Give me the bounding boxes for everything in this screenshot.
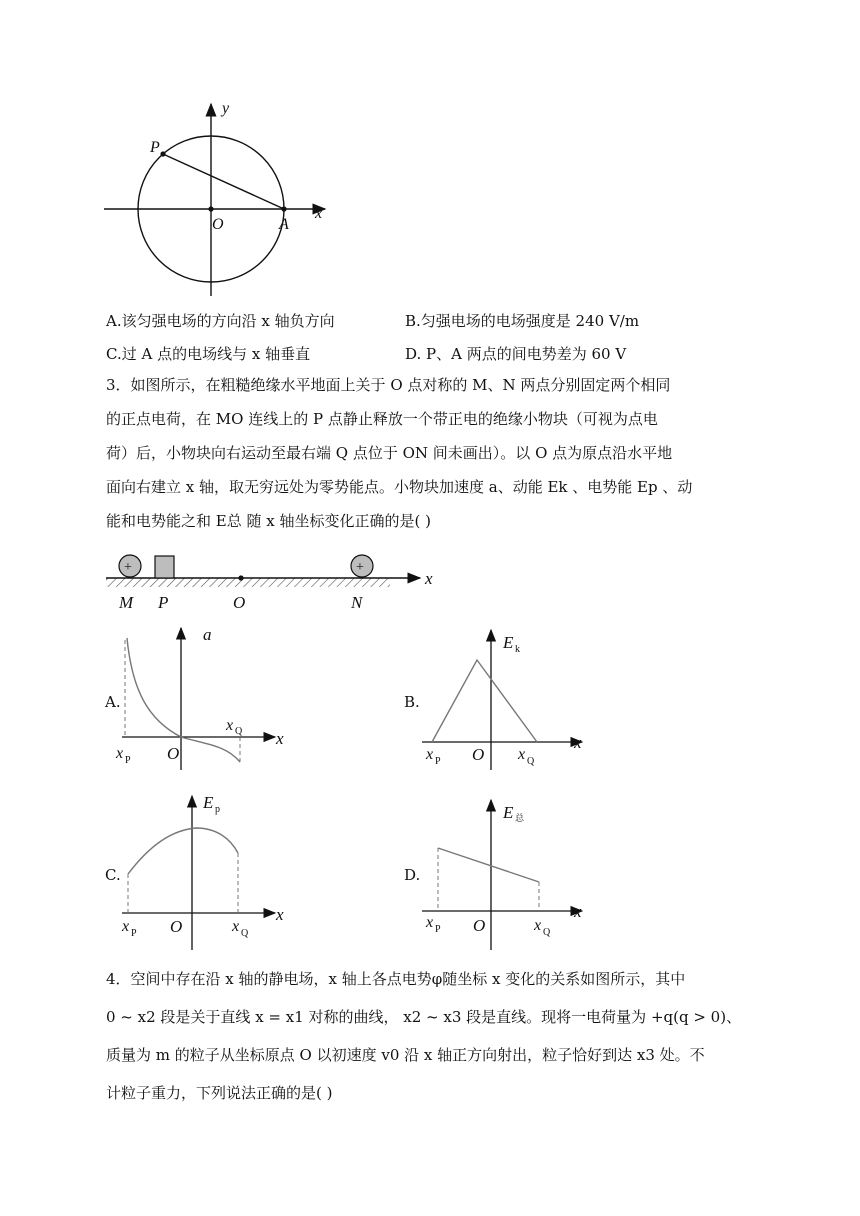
graph-a-curve bbox=[127, 638, 240, 762]
graph-a-label-xp: x bbox=[116, 745, 124, 762]
q4-line-4: 计粒子重力，下列说法正确的是( ) bbox=[106, 1084, 333, 1102]
graph-d-label-y: E bbox=[503, 803, 514, 822]
graph-d bbox=[410, 790, 610, 950]
graph-b-label-p: P bbox=[435, 756, 441, 767]
graph-d-label-xq: x bbox=[534, 917, 542, 934]
label-o: O bbox=[212, 216, 224, 233]
setup-label-p: P bbox=[158, 593, 169, 612]
graph-c-label-ysub: p bbox=[215, 804, 220, 815]
graph-b-label-xq: x bbox=[518, 746, 526, 763]
setup-label-x: x bbox=[425, 569, 433, 588]
graph-d-label-ysub: 总 bbox=[515, 813, 525, 823]
graph-letter-d: D. bbox=[404, 866, 421, 884]
graph-c-label-xq: x bbox=[232, 918, 240, 935]
graph-letter-b: B. bbox=[404, 693, 420, 711]
q4-question bbox=[106, 960, 756, 1112]
graph-a-label-q: Q bbox=[235, 726, 243, 737]
q3-line-4: 面向右建立 x 轴，取无穷远处为零势能点。小物块加速度 a、动能 Ek 、电势能 Ep 、动 bbox=[106, 478, 693, 496]
label-x: x bbox=[315, 205, 323, 222]
graph-b-label-xp: x bbox=[426, 746, 434, 763]
q3-line-5: 能和电势能之和 E总 随 x 轴坐标变化正确的是( ) bbox=[106, 512, 431, 530]
q3-line-2: 的正点电荷，在 MO 连线上的 P 点静止释放一个带正电的绝缘小物块（可视为点电 bbox=[106, 410, 658, 428]
graph-a-label-x: x bbox=[276, 729, 284, 748]
q2-option-d: D. P、A 两点的间电势差为 60 V bbox=[405, 345, 627, 363]
q3-question bbox=[106, 368, 756, 538]
graph-b-line bbox=[432, 660, 537, 742]
graph-c-label-xp: x bbox=[122, 918, 130, 935]
graph-c-label-o: O bbox=[170, 917, 183, 936]
label-a: A bbox=[279, 216, 289, 233]
block-p bbox=[155, 556, 174, 578]
setup-label-n: N bbox=[351, 593, 363, 612]
circle-field-figure bbox=[0, 0, 860, 300]
graph-d-line bbox=[438, 848, 539, 882]
point-o bbox=[208, 206, 213, 211]
graph-c-label-y: E bbox=[203, 793, 214, 812]
q2-option-a: A.该匀强电场的方向沿 x 轴负方向 bbox=[106, 312, 335, 330]
graph-b bbox=[410, 620, 610, 770]
q3-line-1: 3．如图所示，在粗糙绝缘水平地面上关于 O 点对称的 M、N 两点分别固定两个相同 bbox=[106, 376, 671, 394]
graph-a bbox=[110, 620, 310, 770]
graph-d-label-p: P bbox=[435, 924, 441, 935]
charge-m-sign: + bbox=[124, 560, 132, 575]
graph-c-label-q: Q bbox=[241, 928, 249, 939]
setup-label-m: M bbox=[119, 593, 134, 612]
q3-setup-figure bbox=[0, 550, 860, 630]
graph-b-label-q: Q bbox=[527, 756, 535, 767]
q4-line-1: 4．空间中存在沿 x 轴的静电场，x 轴上各点电势φ随坐标 x 变化的关系如图所示，其中 bbox=[106, 970, 686, 988]
segment-pa bbox=[163, 154, 284, 209]
graph-d-label-x: x bbox=[574, 902, 582, 921]
ground-hatch bbox=[106, 578, 390, 587]
graph-a-label-p: P bbox=[125, 755, 131, 766]
q2-option-b: B.匀强电场的电场强度是 240 V/m bbox=[405, 312, 640, 330]
graph-d-label-xp: x bbox=[426, 914, 434, 931]
graph-d-label-q: Q bbox=[543, 927, 551, 938]
point-o-setup bbox=[238, 575, 243, 580]
graph-a-label-o: O bbox=[167, 744, 180, 763]
label-y: y bbox=[222, 100, 230, 117]
q4-line-2: 0 ~ x2 段是关于直线 x = x1 对称的曲线， x2 ~ x3 段是直线。现将一电荷量为 +q(q > 0)、 bbox=[106, 1008, 742, 1026]
setup-label-o: O bbox=[233, 593, 246, 612]
q3-line-3: 荷）后，小物块向右运动至最右端 Q 点位于 ON 间未画出）。以 O 点为原点沿水平地 bbox=[106, 444, 673, 462]
graph-a-label-y: a bbox=[203, 625, 212, 644]
graph-c-curve bbox=[128, 828, 238, 874]
graph-c-label-p: P bbox=[131, 928, 137, 939]
graph-b-label-ysub: k bbox=[515, 644, 520, 655]
graph-d-label-o: O bbox=[473, 916, 486, 935]
graph-b-label-y: E bbox=[503, 633, 514, 652]
point-a bbox=[281, 206, 286, 211]
graph-a-label-xq: x bbox=[226, 717, 234, 734]
graph-c-label-x: x bbox=[276, 905, 284, 924]
graph-letter-a: A. bbox=[105, 693, 121, 711]
point-p bbox=[160, 151, 165, 156]
charge-n-sign: + bbox=[356, 560, 364, 575]
q4-line-3: 质量为 m 的粒子从坐标原点 O 以初速度 v0 沿 x 轴正方向射出，粒子恰好到达 x3 处。不 bbox=[106, 1046, 705, 1064]
label-p: P bbox=[150, 139, 160, 156]
graph-b-label-o: O bbox=[472, 745, 485, 764]
graph-c bbox=[110, 790, 310, 950]
graph-b-label-x: x bbox=[574, 733, 582, 752]
graph-letter-c: C. bbox=[105, 866, 121, 884]
q2-option-c: C.过 A 点的电场线与 x 轴垂直 bbox=[106, 345, 311, 363]
